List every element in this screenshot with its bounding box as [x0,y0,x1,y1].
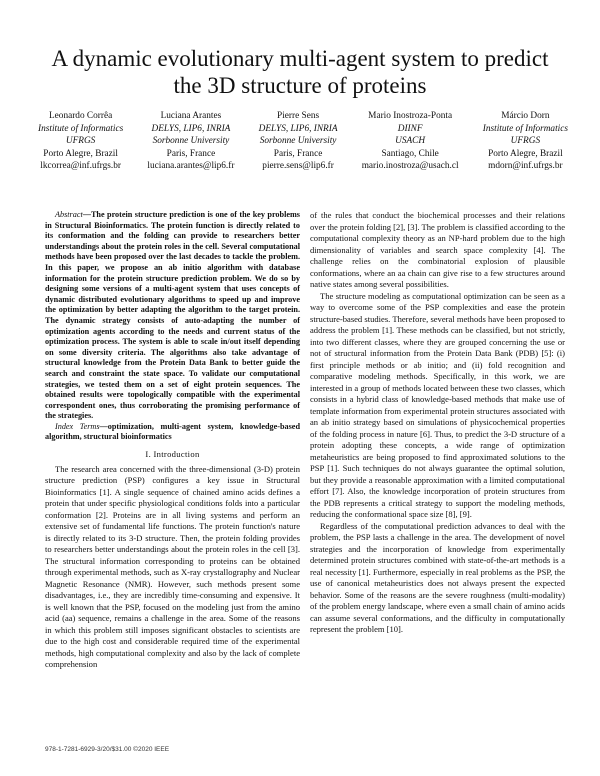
author-1 [38,110,123,173]
abstract [45,210,300,422]
section-heading: I. Introduction [145,449,200,460]
author-institution: UFRGS [510,136,541,147]
author-institution: USACH [395,136,426,147]
author-email: mdorn@inf.ufrgs.br [488,161,563,172]
author-name: Leonardo Corrêa [48,111,113,121]
author-location: Porto Alegre, Brazil [488,148,563,159]
author-location: Paris, France [166,148,216,159]
paragraph: The structure modeling as computational optimization can be seen as a way to overcome some of the PSP complexities and ease the protein structure-based studies. Therefore, several methods have been proposed to address the problem [1]. These methods can be classified, but not strictly, into two different classes, where they are grouped concerning the use or not of structural information from the Protein Data Bank (PDB) [5]: (i) first principle methods or ab initio; and (ii) fold recognition and comparative modeling methods. Specifically, in this work, we are interested in a group of methods located between these two classes, which consists in a hybrid class of knowledge-based methods that make use of template information from experimental protein structures associated with an ab initio strategy based on simulations of physicochemical properties of the folding process in nature [6]. Thus, to predict the 3-D structure of a protein adopting these concepts, a wide range of optimization metaheuristics are being proposed to find approximated solutions to the PSP [1]. Such techniques do not always guarantee the optimal solution, but they provide a reasonable approximation with a limited computational effort [7]. Also, the knowledge incorporation of protein structures from the PDB represents a critical strategy to support the modeling methods, reducing the conformational space size [8], [9]. [310,290,565,519]
copyright-footer: 978-1-7281-6929-3/20/$31.00 ©2020 IEEE [45,746,170,753]
paragraph: The research area concerned with the three-dimensional (3-D) protein structure prediction (PSP) configures a key issue in Structural Bioinformatics [1]. A single sequence of chained amino acids defines a protein that under specific physiological conditions folds into a particular conformation [2]. Proteins are in all living systems and perform an extensive set of fundamental life functions. The protein function's nature is directly related to its 3-D structure. Then, the protein folding provides to researchers better understandings about the protein roles in the cell [3]. The structural information corresponding to proteins can be obtained through experimental methods, such as X-ray crystallography and Nuclear Magnetic Resonance (NMR). However, such methods present some disadvantages, i.e., they are incredibly time-consuming and expensive. It is well known that the PSP, focused on the modeling just from the amino acid (aa) sequence, remains a challenge in the area. Some of the reasons in which this problem still imposes significant obstacles to scientists are due to the high cost and considerable required time of the experimental methods, high computational complexity and also by the lack of complete comprehension [45,463,300,670]
author-institution: Sorbonne University [259,136,337,147]
author-affiliation: DELYS, LIP6, INRIA [258,123,338,134]
index-terms-lead: Index Terms [55,421,100,431]
author-affiliation: Institute of Informatics [482,123,568,134]
author-institution: UFRGS [65,136,96,147]
author-3 [259,110,338,173]
paragraph: of the rules that conduct the biochemical processes and their relations over the protein folding [2], [3]. The problem is classified according to the computational complexity theory as an NP-hard problem due to the high dimensionality of variables and search space complexity [4]. The challenge relies on the combinatorial explosion of plausible conformations, where an aa chain can give rise to a few structures around native states among several possibilities. [310,210,565,289]
author-name: Pierre Sens [277,111,320,121]
author-location: Santiago, Chile [381,148,439,159]
author-institution: Sorbonne University [152,136,230,147]
author-location: Porto Alegre, Brazil [43,148,118,159]
author-affiliation: DIINF [397,123,423,134]
author-4 [362,110,459,173]
paper-title: A dynamic evolutionary multi-agent system to predict the 3D structure of proteins [51,46,549,98]
author-location: Paris, France [273,148,323,159]
author-email: mario.inostroza@usach.cl [361,161,459,172]
author-2 [147,110,234,173]
author-name: Márcio Dorn [501,111,550,121]
author-email: pierre.sens@lip6.fr [262,161,334,172]
abstract-text: —The protein structure prediction is one of the key problems in Structural Bioinformatics. The protein function is directly related to its conformation and the folding can provide to researchers better understandings about the protein roles in the cell. Several computational methods have been proposed over the last decades to tackle the problem. In this paper, we propose an ab initio algorithm with database information for the protein structure prediction problem. We do so by designing some versions of a multi-agent system that uses concepts of dynamic distributed evolutionary algorithms to speed up and improve the optimization by better adapting the algorithm to the target protein. The dynamic strategy consists of auto-adapting the number of optimization agents according to the needs and current status of the optimization process. The system is able to scale in/out itself depending on some diversity criteria. The algorithms also take advantage of structural knowledge from the Protein Data Bank to better guide the search and constraint the state space. To validate our computational strategies, we tested them on a set of eight protein sequences. The obtained results were topologically compatible with the experimental correspondent ones, thus corroborating the promising performance of the strategies. [45,210,300,421]
author-affiliation: Institute of Informatics [38,123,124,134]
abstract-lead: Abstract [55,210,83,219]
index-terms-text: —optimization, multi-agent system, knowledge-based algorithm, structural bioinformatics [45,421,300,442]
author-5 [483,110,568,173]
paragraph: Regardless of the computational prediction advances to deal with the problem, the PSP lasts a challenge in the area. The development of novel strategies and the incorporation of knowledge from experimentally determined protein structures combined with state-of-the-art methods is a real necessity [1]. Furthermore, especially in real problems as the PSP, the use of canonical metaheuristics does not always present the expected behavior. Some of the reasons are the severe roughness (multi-modality) of the problem energy landscape, where even a small chain of amino acids can assume several conformations, and the difficulty in computationally represent the problem [10]. [310,520,565,634]
author-email: luciana.arantes@lip6.fr [147,161,235,172]
author-name: Luciana Arantes [160,111,222,121]
left-column [45,210,300,671]
author-email: lkcorrea@inf.ufrgs.br [40,161,121,172]
index-terms [45,422,300,443]
right-column [310,210,565,636]
author-name: Mario Inostroza-Ponta [368,111,453,121]
author-affiliation: DELYS, LIP6, INRIA [151,123,231,134]
author-block [38,110,568,173]
